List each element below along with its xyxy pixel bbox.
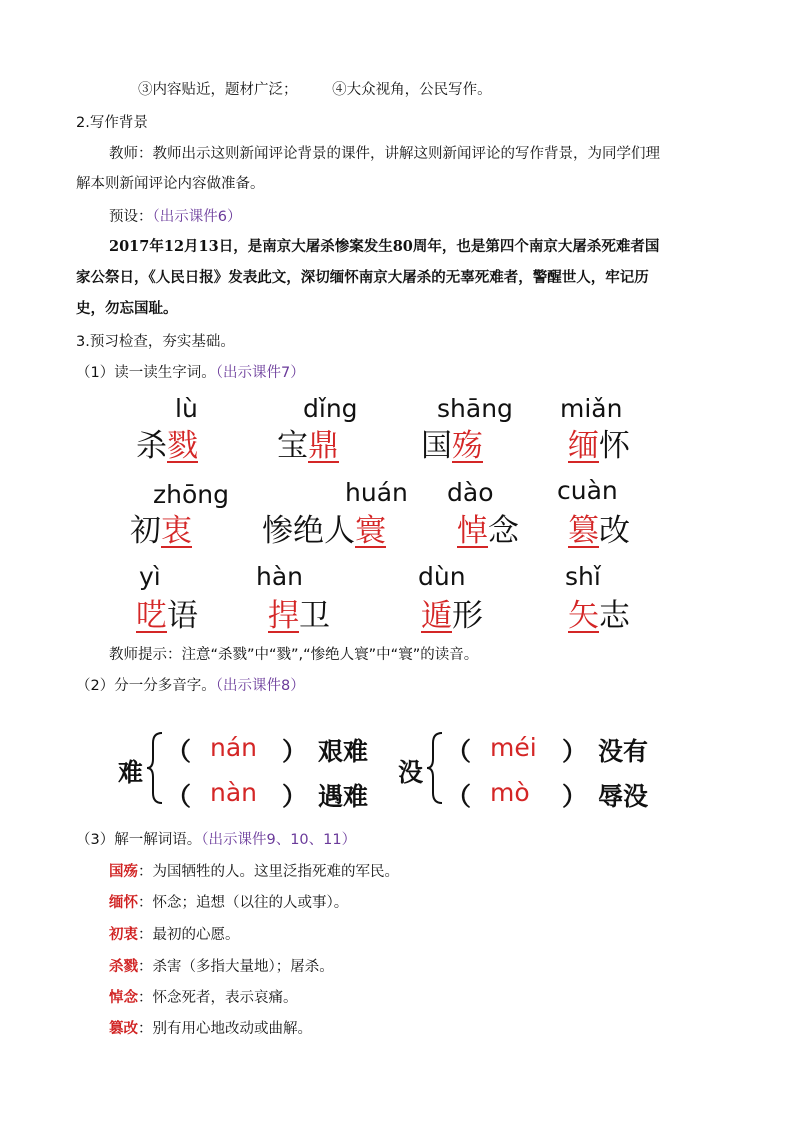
brace-icon	[425, 731, 445, 805]
polyphonic-word: 辱没	[598, 782, 649, 811]
definition-item: 缅怀：怀念；追想（以往的人或事）。	[109, 894, 349, 911]
polyphonic-word: 没有	[598, 737, 649, 766]
q2-slide-ref: （出示课件8）	[215, 678, 305, 694]
feature-c: ③内容贴近，题材广泛；	[138, 82, 298, 98]
background-line-2: 家公祭日，《人民日报》发表此文，深切缅怀南京大屠杀的无辜死难者，警醒世人，牢记历	[76, 269, 649, 286]
q1-slide-ref: （出示课件7）	[215, 365, 305, 381]
section-2-heading: 2.写作背景	[76, 115, 148, 131]
definition-item: 篡改：别有用心地改动或曲解。	[109, 1020, 312, 1037]
polyphonic-word: 遇难	[318, 782, 369, 811]
teacher-line-2: 解本则新闻评论内容做准备。	[76, 176, 265, 192]
vocab-word: 捍卫	[268, 598, 330, 634]
vocab-word: 悼念	[457, 513, 519, 549]
paren-open: （	[446, 737, 472, 766]
teacher-tip: 教师提示：注意“杀戮”中“戮”,“惨绝人寰”中“寰”的读音。	[109, 647, 479, 663]
vocab-word: 缅怀	[568, 428, 630, 464]
vocab-pinyin: lù	[175, 394, 198, 423]
polyphonic-pinyin: nán	[210, 733, 258, 762]
q1-label: （1）读一读生字词。	[76, 365, 216, 381]
polyphonic-pinyin: mò	[490, 778, 530, 807]
vocab-word: 初衷	[130, 513, 192, 549]
polyphonic-char: 没	[398, 758, 424, 787]
brace-icon	[145, 731, 165, 805]
q2-line	[76, 676, 305, 696]
vocab-pinyin: zhōng	[153, 480, 229, 509]
vocab-word: 国殇	[421, 428, 483, 464]
vocab-word: 篡改	[568, 513, 630, 549]
vocab-pinyin: dào	[447, 478, 494, 507]
q1-line	[76, 363, 305, 383]
paren-close: ）	[282, 782, 308, 811]
vocab-word: 惨绝人寰	[262, 513, 386, 549]
vocab-pinyin: dùn	[418, 562, 466, 591]
preset-slide-ref: （出示课件6）	[152, 209, 242, 225]
preset-line	[109, 207, 241, 227]
definition-item: 悼念：怀念死者，表示哀痛。	[109, 989, 298, 1006]
definition-item: 杀戮：杀害（多指大量地）；屠杀。	[109, 958, 334, 975]
background-line-1: 2017年12月13日，是南京大屠杀惨案发生80周年，也是第四个南京大屠杀死难者国	[109, 238, 660, 255]
section-3-heading: 3.预习检查，夯实基础。	[76, 334, 235, 350]
vocab-pinyin: dǐng	[303, 394, 358, 423]
vocab-word: 杀戮	[136, 428, 198, 464]
q3-label: （3）解一解词语。	[76, 832, 202, 848]
vocab-pinyin: huán	[345, 478, 408, 507]
polyphonic-pinyin: nàn	[210, 778, 258, 807]
paren-close: ）	[562, 782, 588, 811]
features-line	[138, 80, 492, 100]
vocab-word: 呓语	[136, 598, 198, 634]
polyphonic-pinyin: méi	[490, 733, 537, 762]
paren-close: ）	[282, 737, 308, 766]
vocab-pinyin: shāng	[437, 394, 513, 423]
vocab-word: 矢志	[568, 598, 630, 634]
polyphonic-word: 艰难	[318, 737, 369, 766]
vocab-word: 宝鼎	[277, 428, 339, 464]
vocab-word: 遁形	[421, 598, 483, 634]
paren-close: ）	[562, 737, 588, 766]
q3-slide-ref: （出示课件9、10、11）	[201, 832, 357, 848]
paren-open: （	[166, 737, 192, 766]
q3-line	[76, 830, 356, 850]
background-line-3: 史，勿忘国耻。	[76, 300, 178, 317]
feature-d: ④大众视角，公民写作。	[332, 82, 492, 98]
vocab-pinyin: miǎn	[560, 394, 623, 423]
vocab-pinyin: cuàn	[557, 476, 618, 505]
vocab-pinyin: shǐ	[565, 562, 601, 591]
paren-open: （	[166, 782, 192, 811]
vocab-pinyin: yì	[139, 562, 161, 591]
teacher-line-1: 教师：教师出示这则新闻评论背景的课件，讲解这则新闻评论的写作背景，为同学们理	[109, 146, 660, 162]
paren-open: （	[446, 782, 472, 811]
definition-item: 初衷：最初的心愿。	[109, 926, 240, 943]
vocab-pinyin: hàn	[256, 562, 304, 591]
q2-label: （2）分一分多音字。	[76, 678, 216, 694]
polyphonic-char: 难	[118, 758, 144, 787]
definition-item: 国殇：为国牺牲的人。这里泛指死难的军民。	[109, 863, 399, 880]
preset-label: 预设：	[109, 209, 153, 225]
